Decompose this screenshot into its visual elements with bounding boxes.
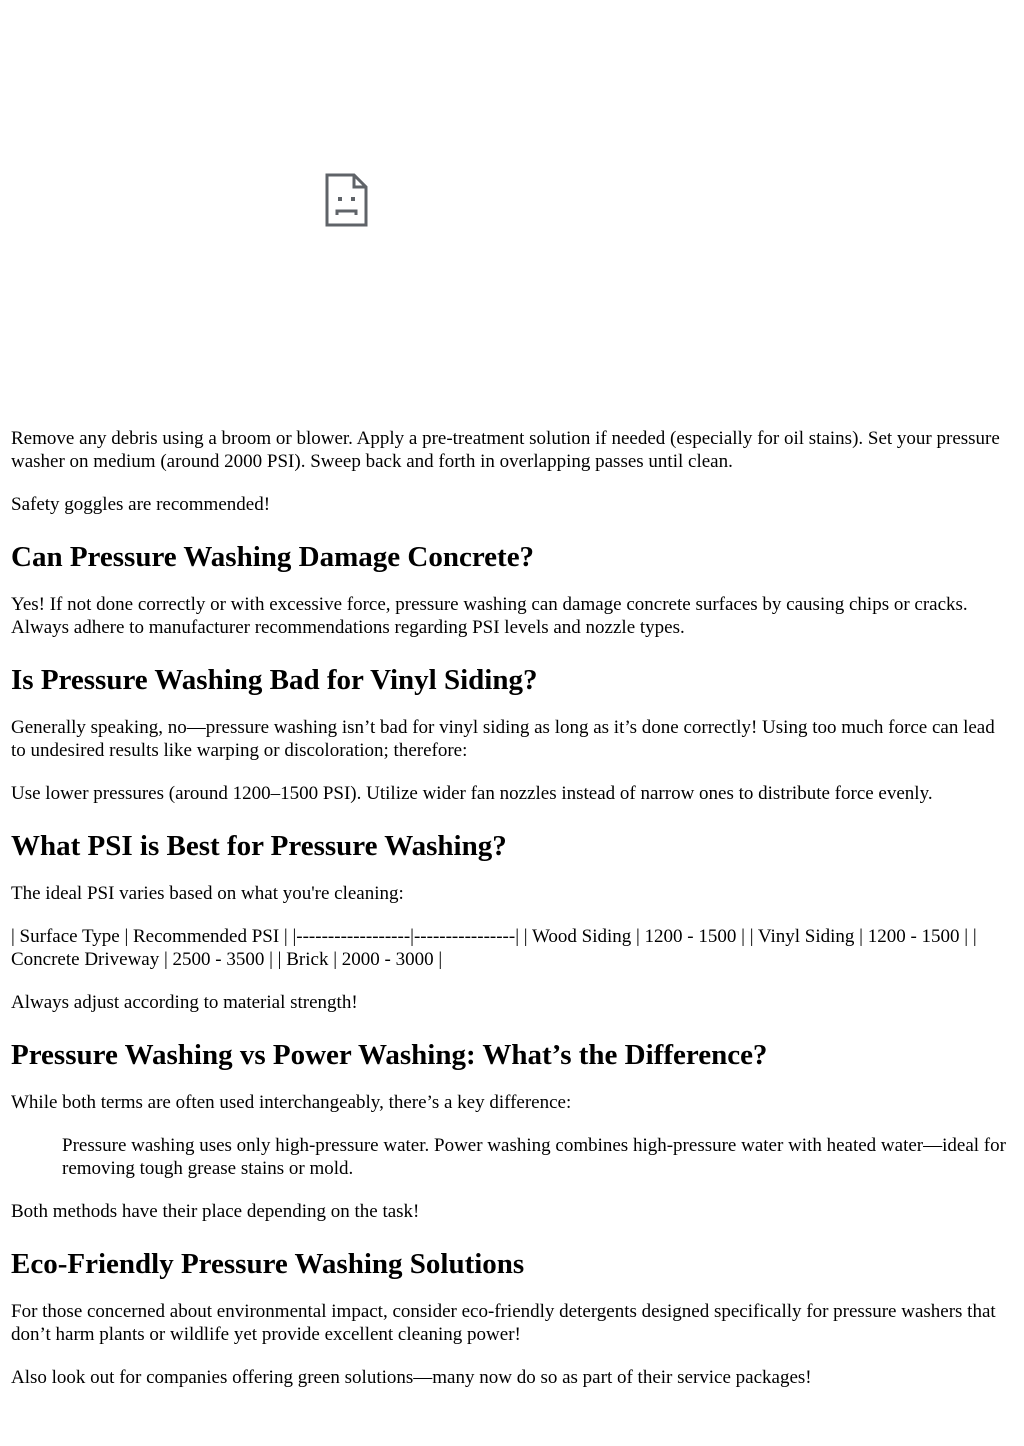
section-heading-psi: What PSI is Best for Pressure Washing? (11, 830, 507, 862)
section-heading-difference: Pressure Washing vs Power Washing: What’s the Difference? (11, 1039, 768, 1071)
difference-paragraph-1: While both terms are often used interchangeably, there’s a key difference: (11, 1092, 572, 1113)
psi-paragraph-1: The ideal PSI varies based on what you're cleaning: (11, 883, 404, 904)
article-body (11, 427, 1014, 1409)
psi-paragraph-3: Always adjust according to material strength! (11, 992, 358, 1013)
vinyl-paragraph-2: Use lower pressures (around 1200–1500 PSI). Utilize wider fan nozzles instead of narrow ones to distribute force evenly. (11, 783, 933, 804)
difference-paragraph-2: Both methods have their place depending on the task! (11, 1201, 420, 1222)
eco-paragraph-1: For those concerned about environmental impact, consider eco-friendly detergents designed specifically for pressure washers that don’t harm plants or wildlife yet provide excellent cleaning power! (11, 1301, 996, 1345)
section-heading-concrete: Can Pressure Washing Damage Concrete? (11, 541, 535, 573)
broken-image-icon (325, 173, 368, 227)
intro-paragraph-1: Remove any debris using a broom or blower. Apply a pre-treatment solution if needed (especially for oil stains). Set your pressure washer on medium (around 2000 PSI). Sweep back and forth in overlapping passes until clean. (11, 428, 1000, 472)
intro-paragraph-2: Safety goggles are recommended! (11, 494, 271, 515)
section-heading-eco: Eco-Friendly Pressure Washing Solutions (11, 1248, 525, 1280)
difference-quote (62, 1134, 1014, 1180)
section-heading-vinyl: Is Pressure Washing Bad for Vinyl Siding? (11, 664, 538, 696)
vinyl-paragraph-1: Generally speaking, no—pressure washing isn’t bad for vinyl siding as long as it’s done correctly! Using too much force can lead to undesired results like warping or discoloration; therefore: (11, 717, 995, 761)
difference-quote-text: Pressure washing uses only high-pressure water. Power washing combines high-pressure water with heated water—ideal for removing tough grease stains or mold. (62, 1135, 1006, 1179)
eco-paragraph-2: Also look out for companies offering green solutions—many now do so as part of their service packages! (11, 1367, 812, 1388)
psi-table-text: | Surface Type | Recommended PSI | |------------------|----------------| | Wood Siding | 1200 - 1500 | | Vinyl Siding | 1200 - 1500 | | Concrete Driveway | 2500 - 3500 | | Brick | 2000 - 3000 | (11, 926, 977, 970)
concrete-paragraph: Yes! If not done correctly or with excessive force, pressure washing can damage concrete surfaces by causing chips or cracks. Always adhere to manufacturer recommendations regarding PSI levels and nozzle types. (11, 594, 968, 638)
